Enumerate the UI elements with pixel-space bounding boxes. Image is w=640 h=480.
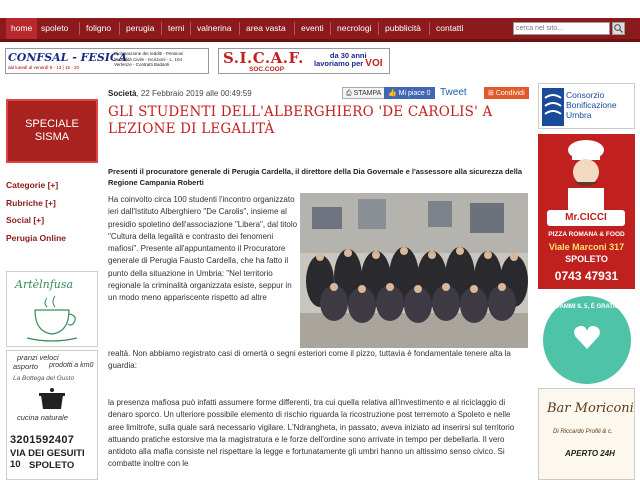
condividi-label: Condividi: [495, 90, 525, 97]
tweet-button[interactable]: Tweet: [440, 87, 467, 98]
confsal-ad-banner[interactable]: [5, 48, 209, 74]
nav-item-valnerina[interactable]: valnerina: [197, 23, 232, 33]
nav-item-perugia[interactable]: perugia: [126, 23, 155, 33]
nav-separator: [239, 22, 240, 35]
nav-separator: [294, 22, 295, 35]
nav-separator: [330, 22, 331, 35]
bottega-line5: cucina naturale: [17, 413, 68, 422]
confsal-ad-hours: dal lunedì al venerdì 9 - 13 | 15 - 20: [8, 65, 79, 70]
bottega-address: VIA DEI GESUITI 10: [10, 448, 85, 470]
share-icon: ⊞: [488, 90, 494, 97]
article-date: , 22 Febbraio 2019 alle 00:49:59: [136, 89, 252, 98]
sidebar-link-social[interactable]: Social [+]: [6, 215, 45, 225]
speciale-sisma-label: SISMA: [34, 131, 70, 143]
nav-item-pubblicita[interactable]: pubblicità: [385, 23, 421, 33]
nav-item-area-vasta[interactable]: area vasta: [246, 23, 286, 33]
sicaf-tagline-voi: VOI: [365, 58, 383, 69]
sicaf-ad-tagline: [314, 52, 383, 68]
nav-item-contatti[interactable]: contatti: [436, 23, 464, 33]
article-meta: [108, 89, 252, 98]
print-label: STAMPA: [353, 90, 382, 97]
confsal-ad-services: [114, 51, 208, 68]
nav-separator: [378, 22, 379, 35]
nav-item-foligno[interactable]: foligno: [86, 23, 112, 33]
group-photo-image: [300, 193, 528, 348]
consorzio-title-line: Consorzio: [566, 90, 605, 100]
consorzio-title-line: Bonificazione: [566, 100, 617, 110]
bar-hours: APERTO 24H: [565, 449, 615, 458]
bottega-line2: asporto: [13, 362, 39, 371]
nav-item-eventi[interactable]: eventi: [301, 23, 324, 33]
article-paragraph-continued: realtà. Non abbiamo registrato casi di omertà o segni esteriori come il pizzo, tuttavia è fondamentale tenere alta la guardia:: [108, 349, 511, 371]
article-photo[interactable]: [300, 193, 528, 348]
article-subtitle: Presenti il procuratore generale di Perugia Cardella, il direttore della Dia Governale e l'assessore alla sicurezza della Regione Campania Roberti: [108, 167, 523, 187]
nav-item-necrologi[interactable]: necrologi: [337, 23, 372, 33]
search-icon: [613, 23, 624, 34]
facebook-like-button[interactable]: [384, 87, 435, 99]
printer-icon: ⎙: [346, 90, 352, 97]
dammi-text: DAMMI IL 5, È GRATIS: [555, 304, 619, 310]
bottega-line1: pranzi veloci: [17, 353, 59, 362]
speciale-sisma-label: SPECIALE: [25, 118, 79, 130]
mr-cicci-line1: PIZZA ROMANA & FOOD: [548, 231, 625, 238]
bottega-city: SPOLETO: [29, 460, 75, 471]
artelnfusa-ad[interactable]: [6, 271, 98, 347]
cooking-pot-icon: [37, 387, 67, 411]
consorzio-title: [566, 90, 617, 120]
article-category[interactable]: Società: [108, 89, 137, 98]
article-paragraph: la presenza mafiosa può infatti assumere forme differenti, tra cui quella relativa all'investimento e al riciclaggio di denaro sporco. Un ulteriore possibile elemento di rischio riguarda la ricostruzione post terremoto a Spoleto e nelle aree limitrofe, sulla quale sarà necessario vigilare. L'Ndrangheta, in passato, aveva iniziato ad inserirsi sul territorio attuando pratiche estorsive ma la magistratura e le forze dell'ordine sono arrivate in tempo per debellarla. Il vero antidoto alla mafia consiste nel rispettare la legge e fortunatamente gli umbri hanno un altissimo senso civico. Si combatte inoltre con le: [108, 398, 515, 469]
artelnfusa-ad-title: Artèlnfusa: [15, 278, 74, 291]
sidebar-link-rubriche[interactable]: Rubriche [+]: [6, 198, 56, 208]
heart-icon: [572, 322, 602, 352]
bar-sub: Di Riccardo Profili & c.: [553, 429, 613, 435]
mr-cicci-logo: Mr.CICCI: [547, 210, 625, 226]
sicaf-tagline-line: da 30 anni: [329, 51, 367, 60]
thumbs-up-icon: 👍: [388, 90, 397, 97]
like-label: Mi piace 0: [398, 90, 431, 97]
speciale-sisma-button[interactable]: [6, 99, 98, 163]
chef-icon: [556, 138, 616, 210]
bottega-line3: prodotti a km0: [49, 362, 94, 369]
mr-cicci-line3: SPOLETO: [565, 254, 608, 264]
sicaf-ad-sub: SOC.COOP: [249, 66, 285, 73]
nav-separator: [79, 22, 80, 35]
article-paragraph: Ha coinvolto circa 100 studenti l'incontro organizzato ieri dall'Istituto Alberghiero "De Carolis", insieme al presidio spoletino dell'associazione "Libera", dal titolo "Cultura della legalità e contrasto dei fenomeni mafiosi". Presente all'appuntamento il Procuratore generale di Perugia Fausto Cardella, che ha fatto il punto della situazione in Umbria: "Nel territorio regionale la criminalità organizzata esiste, seppur in un modo meno appariscente rispetto ad altre: [108, 195, 298, 303]
bottega-line4: La Bottega del Gusto: [13, 375, 75, 382]
mr-cicci-ad[interactable]: [538, 134, 635, 289]
teacup-icon: [7, 292, 97, 347]
nav-separator: [161, 22, 162, 35]
search-button[interactable]: [612, 22, 625, 35]
confsal-service-line: Vertenze - Contratti Badanti: [114, 62, 170, 67]
sicaf-tagline-line: lavoriamo per: [314, 59, 364, 68]
consorzio-title-line: Umbra: [566, 110, 592, 120]
article-title: GLI STUDENTI DELL'ALBERGHIERO 'DE CAROLIS' A LEZIONE DI LEGALITÀ: [108, 104, 493, 137]
bar-title: Bar Moriconi: [547, 401, 634, 416]
bar-moriconi-ad[interactable]: [538, 388, 635, 480]
sicaf-ad-banner[interactable]: [218, 48, 390, 74]
print-button[interactable]: [342, 87, 385, 99]
confsal-ad-title: CONFSAL - FESICA: [8, 51, 128, 64]
search-input[interactable]: [513, 22, 610, 35]
mr-cicci-line2: Viale Marconi 317: [548, 242, 625, 252]
condividi-button[interactable]: [484, 87, 529, 99]
sidebar-link-categorie[interactable]: Categorie [+]: [6, 180, 59, 190]
sicaf-ad-title: S.I.C.A.F.: [223, 49, 304, 67]
bottega-del-gusto-ad[interactable]: [6, 350, 98, 480]
sidebar-link-perugia-online[interactable]: Perugia Online: [6, 233, 66, 243]
confsal-service-line: Invalidità Civile - Iscrizioni - L. 104: [114, 56, 183, 62]
dammi-il-5-ad[interactable]: [543, 296, 631, 384]
nav-item-home[interactable]: home: [6, 18, 37, 39]
consorzio-bonificazione-ad[interactable]: [538, 83, 635, 129]
mr-cicci-phone: 0743 47931: [554, 269, 619, 283]
bottega-phone: 3201592407: [10, 434, 75, 446]
top-bar: [0, 0, 640, 18]
consorzio-logo-icon: [542, 88, 564, 126]
nav-item-terni[interactable]: terni: [168, 23, 185, 33]
nav-item-spoleto[interactable]: spoleto: [41, 23, 69, 33]
confsal-service-line: Dichiarazione dei redditi - Pensioni: [114, 51, 184, 56]
nav-separator: [429, 22, 430, 35]
nav-separator: [119, 22, 120, 35]
nav-separator: [190, 22, 191, 35]
